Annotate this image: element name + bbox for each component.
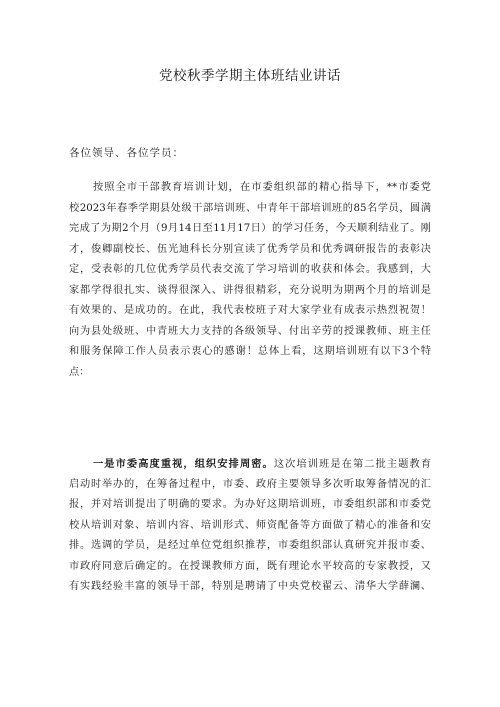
paragraph-2-first-rest: 这次培训班是在第二批主题教育 — [273, 459, 432, 470]
paragraph-2-first-line — [69, 454, 431, 475]
document-title: 党校秋季学期主体班结业讲话 — [159, 68, 341, 84]
paragraph-2-line: 报，并对培训提出了明确的要求。为办好这期培训班，市委组织部和市委党 — [69, 499, 431, 510]
paragraph-1-line: 点： — [69, 366, 90, 378]
paragraph-1-line: 按照全市干部教育培训计划，在市委组织部的精心指导下，**市委党 — [93, 182, 431, 193]
paragraph-2-lead: 一是市委高度重视，组织安排周密。 — [93, 458, 274, 470]
paragraph-1-line: 定，受表彰的几位优秀学员代表交流了学习培训的收获和体会。我感到，大 — [69, 264, 431, 275]
paragraph-2-line: 校从培训对象、培训内容、培训形式、师资配备等方面做了精心的准备和安 — [69, 519, 431, 531]
salutation: 各位领导、各位学员： — [69, 147, 184, 159]
paragraph-1-line: 才，俊卿副校长、伍光迪科长分别宣读了优秀学员和优秀调研报告的表彰决 — [69, 243, 431, 255]
paragraph-2-line: 有实践经验丰富的领导干部，特别是聘请了中央党校翟云、清华大学薛澜、 — [69, 581, 431, 592]
paragraph-2-line: 启动时举办的，在筹备过程中，市委、政府主要领导多次听取筹备情况的汇 — [69, 478, 431, 490]
paragraph-1-line: 和服务保障工作人员表示衷心的感谢！总体上看，这期培训班有以下3个特 — [69, 346, 431, 357]
paragraph-1-line: 向为县处级班、中青班大力支持的各级领导、付出辛劳的授课教师、班主任 — [69, 325, 431, 337]
paragraph-1 — [69, 178, 431, 383]
paragraph-2 — [69, 454, 431, 598]
paragraph-1-line: 校2023年春季学期县处级干部培训班、中青年干部培训班的85名学员，圆满 — [69, 202, 431, 214]
paragraph-2-line: 市政府同意后确定的。在授课教师方面，既有理论水平较高的专家教授，又 — [69, 560, 431, 572]
paragraph-1-line: 完成了为期2个月（9月14日至11月17日）的学习任务，今天顺利结业了。刚 — [69, 223, 431, 234]
paragraph-2-line: 排。选调的学员，是经过单位党组织推荐，市委组织部认真研究并报市委、 — [69, 540, 431, 551]
paragraph-1-line: 有效果的、是成功的。在此，我代表校班子对大家学业有成表示热烈祝贺！ — [69, 305, 431, 316]
paragraph-1-line: 家都学得很扎实、谈得很深入、讲得很精彩，充分说明为期两个月的培训是 — [69, 284, 431, 296]
